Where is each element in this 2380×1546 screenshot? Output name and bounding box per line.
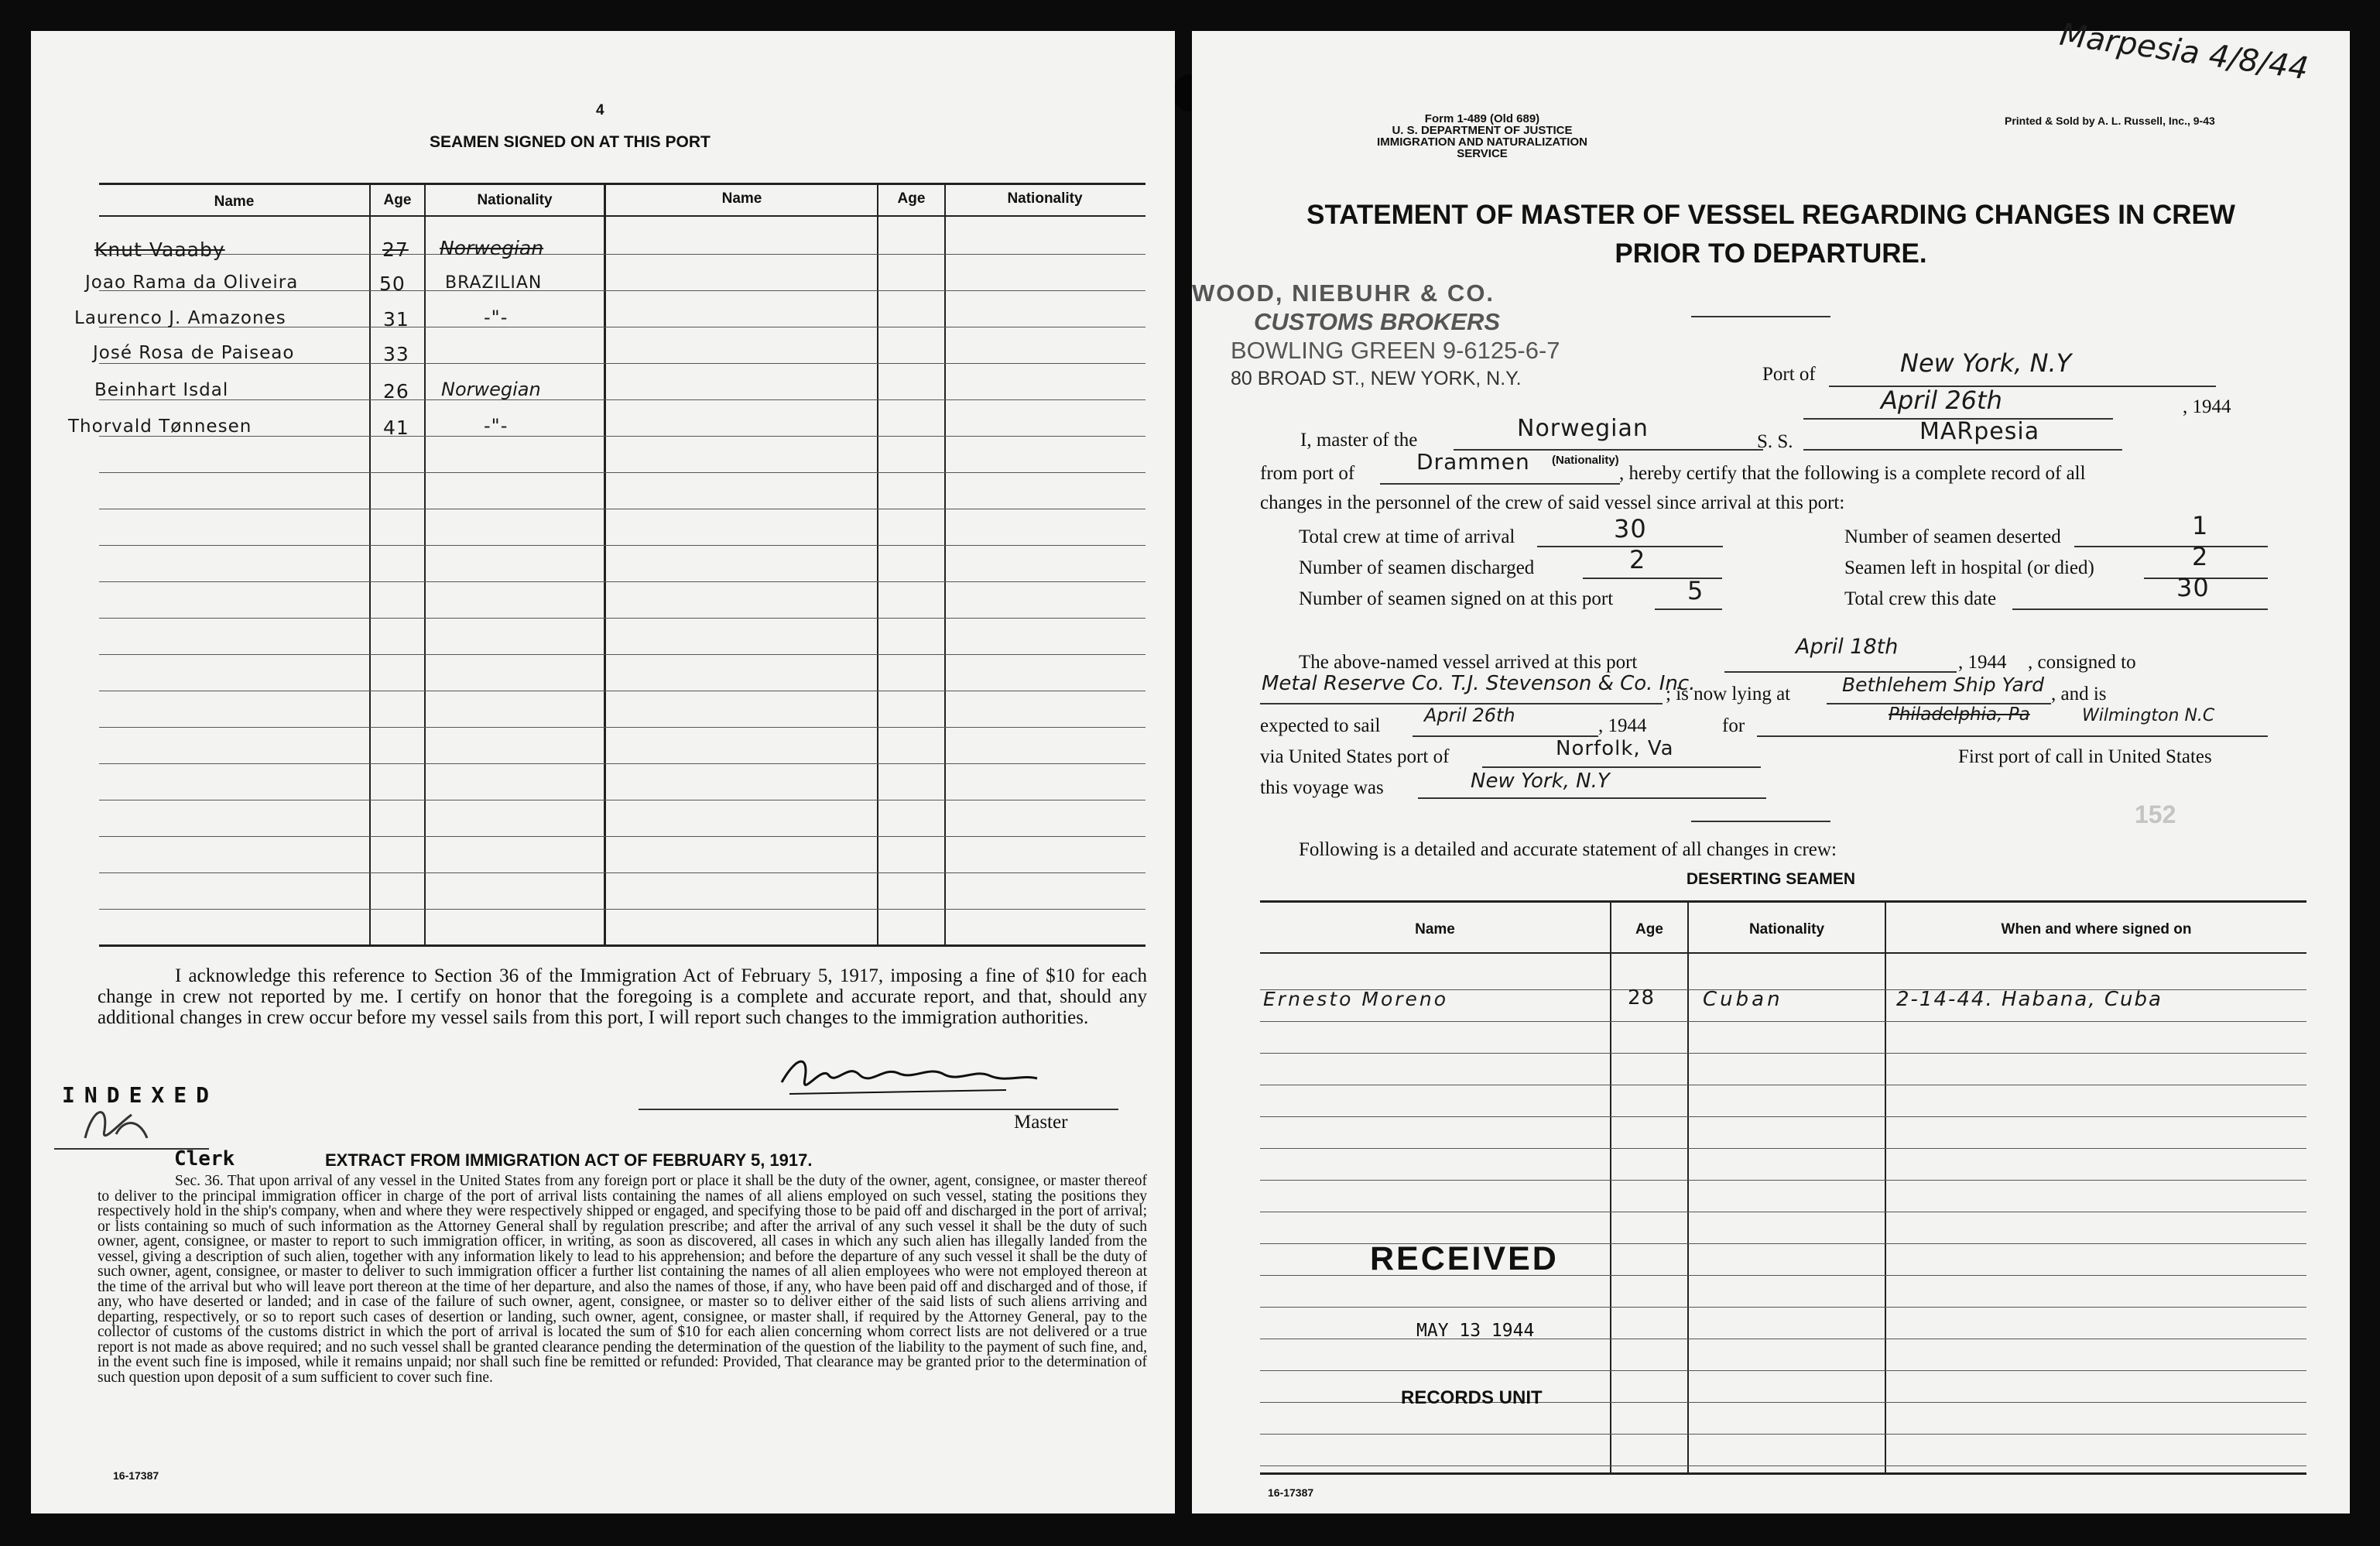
master-of-label: I, master of the — [1300, 430, 1418, 451]
col-header-signed-on: When and where signed on — [2001, 921, 2192, 938]
this-voyage-label: this voyage was — [1260, 777, 1384, 798]
clerk-initials — [77, 1099, 155, 1154]
arrived-label: The above-named vessel arrived at this port — [1299, 652, 1638, 673]
form-title-line1: STATEMENT OF MASTER OF VESSEL REGARDING CHANGES IN CREW — [1306, 200, 2235, 230]
form-code: 16-17387 — [113, 1469, 159, 1482]
col-header-nationality: Nationality — [1007, 190, 1083, 207]
table-rule-line — [1260, 1148, 2306, 1149]
stat-value: 5 — [1687, 576, 1704, 605]
seaman-name: José Rosa de Paiseao — [93, 343, 295, 363]
stat-value: 2 — [1629, 545, 1646, 574]
table-rule-line — [99, 763, 1145, 764]
extract-text: Sec. 36. That upon arrival of any vessel in the United States from any foreign port or place it shall be the duty of the owner, agent, consignee, or master thereof to deliver to the principal immigration officer in charge of the port of arrival lists containing the names of all aliens employed on such vessel, stating the positions they respectively hold in the ship's company, when and where they were respectively shipped or engaged, and specifying those to be paid off and discharged in the port of arrival; or lists containing so much of such information as the Attorney General shall by regulation prescribe; and after the arrival of any such vessel it shall be the duty of such owner, agent, consignee, or master to report to such immigration officer, in writing, as soon as discovered, all cases in which any such alien has illegally landed from the vessel, giving a description of such alien, together with any information likely to lead to his apprehension; and before the departure of any such vessel it shall be the duty of such owner, agent, consignee, or master to deliver to such immigration officer a further list containing the names of all alien employees who were not employed thereon at the time of the arrival but who will leave port thereon at the time of her departure, and also the names of those, if any, who have been paid off and discharged and of those, if any, who have deserted or landed; and in case of the failure of such owner, agent, consignee, or master so to deliver either of the said lists of such aliens arriving and departing, respectively, or so to report such cases of desertion or landing, such owner, agent, consignee, or master shall, if required by the Attorney General, pay to the collector of customs of the customs district in which the port of arrival is located the sum of $10 for each alien concerning whom correct lists are not delivered or a true report is not made as above required; and no such vessel shall be granted clearance pending the determination of the question of the liability to the payment of such fine, and, in the event such fine is imposed, while it remains unpaid; nor shall such fine be remitted or refunded: Provided, That clearance may be granted prior to the determination of such question upon deposit of a sum sufficient to cover such fine. — [98, 1173, 1147, 1386]
stat-label: Number of seamen discharged — [1299, 557, 1535, 578]
received-stamp-unit: RECORDS UNIT — [1401, 1387, 1543, 1408]
acknowledgment-text: I acknowledge this reference to Section 36 of the Immigration Act of February 5, 1917, imposing a fine of $10 for each change in crew not reported by me. I certify on honor that the foregoing is a complete and accurate report, and that, should any additional changes in crew occur before my vessel sails from this port, I will report such changes to the immigration authorities. — [98, 965, 1147, 1028]
table-rule-line — [1260, 1116, 2306, 1117]
deserter-signed-on: 2-14-44. Habana, Cuba — [1896, 988, 2163, 1011]
broker-address: 80 BROAD ST., NEW YORK, N.Y. — [1231, 368, 1522, 389]
expected-label: expected to sail — [1260, 715, 1381, 736]
arrived-value: April 18th — [1796, 635, 1899, 659]
port-value: New York, N.Y — [1900, 348, 2072, 378]
received-stamp-date: MAY 13 1944 — [1416, 1321, 1535, 1341]
deserter-age: 28 — [1628, 986, 1656, 1010]
seaman-age: 26 — [383, 380, 409, 403]
seaman-age: 41 — [383, 416, 409, 439]
deserter-name: Ernesto Moreno — [1263, 988, 1449, 1010]
seaman-name: Knut Vaaaby — [94, 238, 225, 261]
port-label: Port of — [1762, 364, 1816, 385]
form-header — [1358, 113, 1606, 159]
from-port-label: from port of — [1260, 463, 1355, 484]
table-rule-line — [1260, 1053, 2306, 1054]
following-text: Following is a detailed and accurate statement of all changes in crew: — [1299, 839, 1837, 860]
table-rule-line — [1260, 1021, 2306, 1022]
left-title: SEAMEN SIGNED ON AT THIS PORT — [430, 133, 711, 151]
seaman-age: 31 — [383, 308, 409, 331]
left-page — [31, 31, 1175, 1513]
broker-stamp — [1192, 279, 1560, 393]
nationality-value: Norwegian — [1517, 415, 1649, 442]
for-value: Wilmington N.C — [2082, 706, 2215, 725]
table-rule-line — [99, 909, 1145, 910]
form-title-line2: PRIOR TO DEPARTURE. — [1615, 238, 1927, 269]
department: U. S. DEPARTMENT OF JUSTICE — [1392, 124, 1573, 137]
col-header-age: Age — [897, 190, 926, 207]
deserting-title: DESERTING SEAMEN — [1686, 870, 1856, 888]
master-signature — [774, 1051, 1084, 1106]
table-rule-line — [99, 836, 1145, 837]
certify-text-line2: changes in the personnel of the crew of said vessel since arrival at this port: — [1260, 492, 1845, 513]
handwritten-top-note: Marpesia 4/8/44 — [2057, 16, 2311, 87]
form-code: 16-17387 — [1268, 1486, 1314, 1499]
broker-phone: BOWLING GREEN 9-6125-6-7 — [1231, 337, 1560, 364]
expected-year: , 1944 — [1598, 715, 1647, 736]
broker-subtitle: CUSTOMS BROKERS — [1254, 308, 1501, 335]
and-is-label: , and is — [2051, 684, 2107, 704]
col-header-name: Name — [214, 194, 255, 210]
lying-at-label: ; is now lying at — [1666, 684, 1791, 704]
table-rule-line — [1260, 1434, 2306, 1435]
form-number: Form 1-489 (Old 689) — [1424, 112, 1540, 125]
consignee-value: Metal Reserve Co. T.J. Stevenson & Co. Inc. — [1262, 672, 1696, 695]
seaman-name: Beinhart Isdal — [94, 380, 229, 400]
stat-label: Number of seamen signed on at this port — [1299, 588, 1614, 609]
col-header-nationality: Nationality — [1748, 921, 1825, 938]
table-rule-line — [99, 436, 1145, 437]
consigned-label: , consigned to — [2028, 652, 2136, 673]
year-printed: , 1944 — [2183, 396, 2231, 417]
stat-value: 30 — [2176, 573, 2210, 602]
col-header-name: Name — [1415, 921, 1455, 938]
seaman-age: 50 — [379, 273, 406, 295]
seaman-name: Laurenco J. Amazones — [74, 308, 286, 328]
stat-label: Seamen left in hospital (or died) — [1844, 557, 2094, 578]
table-rule-line — [99, 254, 1145, 255]
nationality-caption: (Nationality) — [1552, 454, 1619, 467]
seaman-name: Joao Rama da Oliveira — [85, 273, 299, 293]
seaman-age: 27 — [382, 238, 409, 261]
right-page — [1192, 16, 2350, 1513]
indexed-stamp: INDEXED — [62, 1082, 219, 1108]
table-rule-line — [1260, 1180, 2306, 1181]
stat-value: 30 — [1614, 514, 1647, 543]
table-rule-line — [99, 581, 1145, 582]
seaman-nationality: -"- — [484, 415, 509, 437]
ss-label: S. S. — [1757, 431, 1793, 452]
arrived-year: , 1944 — [1958, 652, 2007, 673]
seaman-age: 33 — [383, 343, 409, 365]
table-rule-line — [99, 618, 1145, 619]
master-label: Master — [1014, 1112, 1068, 1133]
first-port-value: New York, N.Y — [1471, 770, 1610, 793]
stat-label: Total crew at time of arrival — [1299, 526, 1515, 547]
deserter-nationality: Cuban — [1703, 988, 1783, 1011]
table-rule-line — [99, 363, 1145, 364]
via-value: Norfolk, Va — [1556, 737, 1674, 760]
vessel-name: MARpesia — [1919, 418, 2040, 445]
col-header-age: Age — [383, 192, 412, 208]
stamp-number: 152 — [2135, 800, 2176, 828]
table-rule-line — [99, 727, 1145, 728]
for-label: for — [1722, 715, 1745, 736]
seaman-nationality: Norwegian — [440, 237, 544, 259]
table-rule-line — [99, 872, 1145, 873]
seaman-nationality: -"- — [484, 307, 509, 328]
seaman-name: Thorvald Tønnesen — [68, 416, 252, 437]
table-rule-line — [1260, 1465, 2306, 1466]
table-rule-line — [99, 545, 1145, 546]
seaman-nationality: BRAZILIAN — [445, 273, 543, 293]
table-rule-line — [1260, 1307, 2306, 1308]
table-rule-line — [99, 654, 1145, 655]
table-rule-line — [1260, 1370, 2306, 1371]
broker-name: WOOD, NIEBUHR & CO. — [1192, 279, 1495, 307]
col-header-age: Age — [1635, 921, 1663, 938]
printer-line: Printed & Sold by A. L. Russell, Inc., 9-43 — [2005, 115, 2215, 127]
col-header-nationality: Nationality — [477, 192, 553, 208]
extract-title: EXTRACT FROM IMMIGRATION ACT OF FEBRUARY 5, 1917. — [325, 1150, 813, 1170]
col-header-name: Name — [721, 190, 762, 207]
stat-value: 1 — [2192, 511, 2209, 540]
table-rule-line — [99, 399, 1145, 400]
stat-value: 2 — [2192, 542, 2209, 571]
stat-label: Total crew this date — [1844, 588, 1997, 609]
seaman-nationality: Norwegian — [441, 379, 541, 400]
for-struck-value: Philadelphia, Pa — [1889, 704, 2030, 725]
date-value: April 26th — [1881, 386, 2002, 415]
from-port-value: Drammen — [1416, 449, 1530, 475]
certify-text: , hereby certify that the following is a complete record of all — [1619, 463, 2086, 484]
table-rule-line — [99, 472, 1145, 473]
first-port-label: First port of call in United States — [1958, 746, 2212, 767]
page-number: 4 — [596, 102, 604, 118]
via-label: via United States port of — [1260, 746, 1450, 767]
lying-at-value: Bethlehem Ship Yard — [1842, 674, 2044, 696]
stat-label: Number of seamen deserted — [1844, 526, 2061, 547]
expected-value: April 26th — [1424, 704, 1515, 726]
clerk-label: Clerk — [174, 1147, 235, 1171]
received-stamp-title: RECEIVED — [1370, 1240, 1559, 1277]
service: IMMIGRATION AND NATURALIZATION SERVICE — [1377, 135, 1587, 160]
